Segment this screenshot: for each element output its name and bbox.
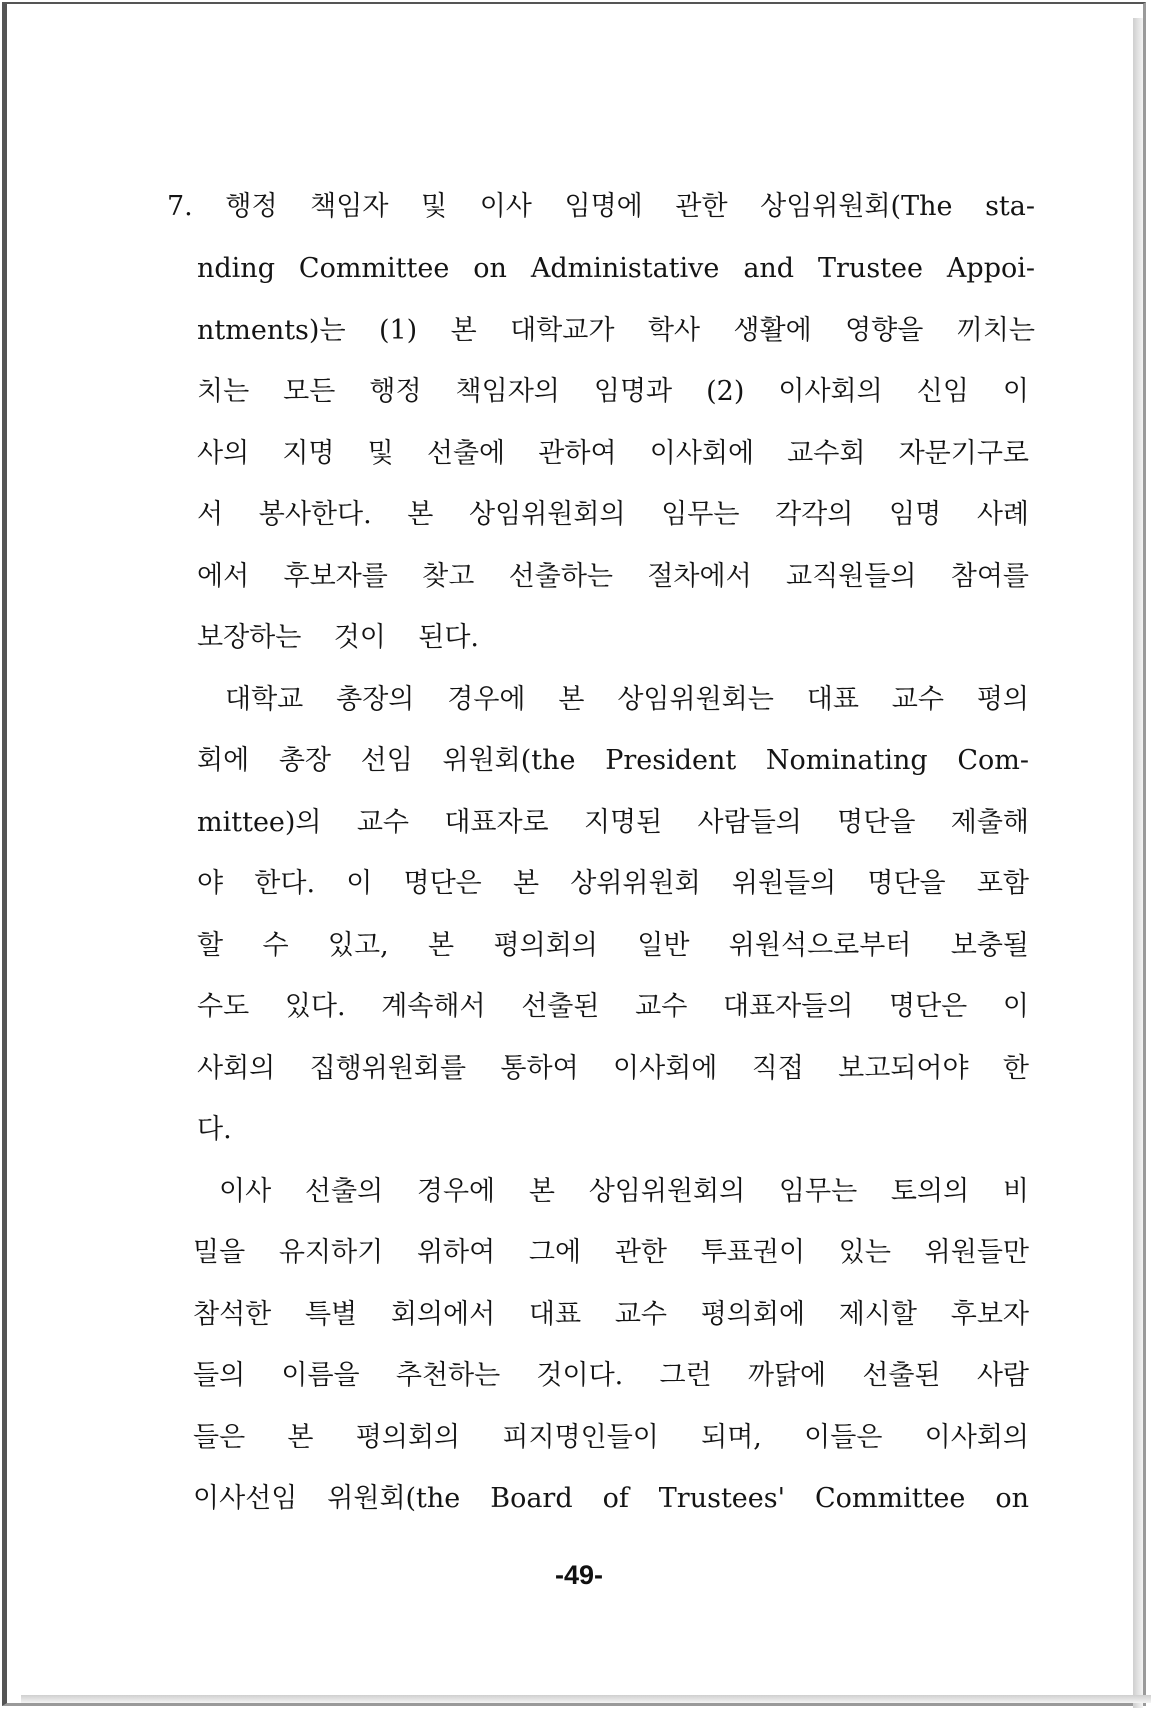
text-line: mittee)의 교수 대표자로 지명된 사람들의 명단을 제출해 (197, 807, 1029, 838)
document-page (2, 2, 1146, 1706)
text-line: 할 수 있고, 본 평의회의 일반 위원석으로부터 보충될 (197, 930, 1029, 961)
text-line: 대학교 총장의 경우에 본 상임위원회는 대표 교수 평의 (225, 684, 1029, 715)
text-line: 참석한 특별 회의에서 대표 교수 평의회에 제시할 후보자 (193, 1299, 1029, 1330)
text-line: 에서 후보자를 찾고 선출하는 절차에서 교직원들의 참여를 (197, 561, 1029, 592)
text-line: 다. (197, 1114, 232, 1145)
text-line: 서 봉사한다. 본 상임위원회의 임무는 각각의 임명 사례 (197, 499, 1029, 530)
text-line: nding Committee on Administative and Trustee Appoi- (197, 253, 1035, 284)
page-shadow-bottom (21, 1695, 1151, 1703)
text-line: 회에 총장 선임 위원회(the President Nominating Com- (197, 745, 1029, 776)
text-line: 수도 있다. 계속해서 선출된 교수 대표자들의 명단은 이 (197, 991, 1029, 1022)
text-line: 야 한다. 이 명단은 본 상위위원회 위원들의 명단을 포함 (197, 868, 1029, 899)
text-line: 보장하는 것이 된다. (197, 622, 479, 653)
text-line: 들의 이름을 추천하는 것이다. 그런 까닭에 선출된 사람 (193, 1360, 1029, 1391)
text-line: 밀을 유지하기 위하여 그에 관한 투표권이 있는 위원들만 (193, 1237, 1029, 1268)
page-number: -49- (554, 1560, 603, 1590)
page-shadow-right (1133, 18, 1143, 1708)
text-line: 이사선임 위원회(the Board of Trustees' Committee on (193, 1483, 1029, 1514)
text-line: 사의 지명 및 선출에 관하여 이사회에 교수회 자문기구로 (197, 438, 1029, 469)
text-line: ntments)는 (1) 본 대학교가 학사 생활에 영향을 끼치는 (197, 315, 1035, 346)
text-line: 들은 본 평의회의 피지명인들이 되며, 이들은 이사회의 (193, 1422, 1029, 1453)
text-line: 이사 선출의 경우에 본 상임위원회의 임무는 토의의 비 (219, 1176, 1029, 1207)
text-line: 치는 모든 행정 책임자의 임명과 (2) 이사회의 신임 이 (197, 376, 1029, 407)
text-line: 7. 행정 책임자 및 이사 임명에 관한 상임위원회(The sta- (167, 191, 1035, 222)
text-line: 사회의 집행위원회를 통하여 이사회에 직접 보고되어야 한 (197, 1053, 1029, 1084)
